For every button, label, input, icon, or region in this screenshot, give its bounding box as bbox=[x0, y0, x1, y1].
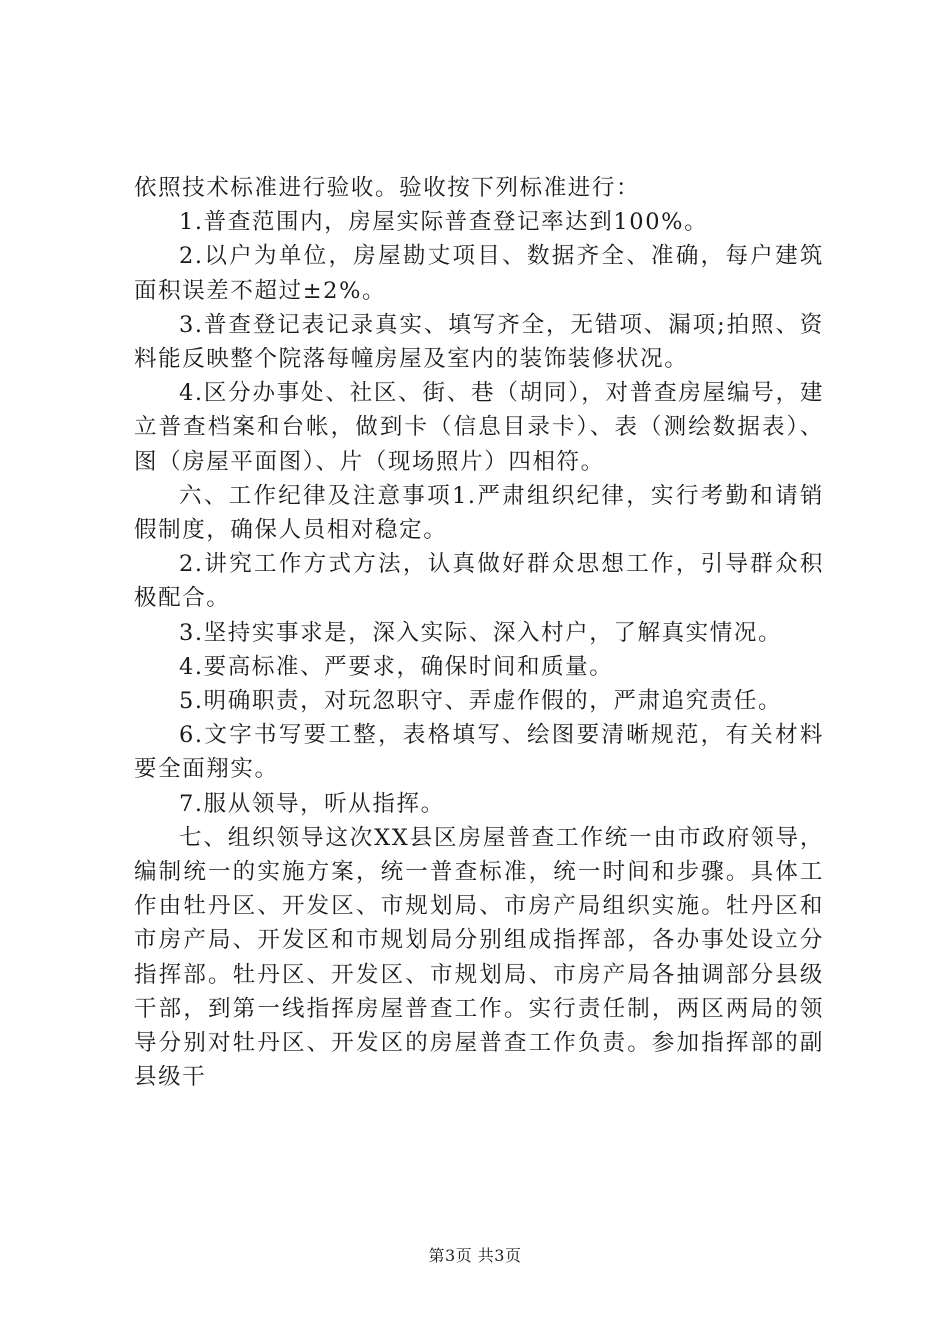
paragraph-discipline-3: 3.坚持实事求是，深入实际、深入村户，了解真实情况。 bbox=[179, 619, 783, 646]
paragraph-discipline-6: 6.文字书写要工整，表格填写、绘图要清晰规范，有关材料要全面翔实。 bbox=[134, 722, 824, 783]
document-body bbox=[134, 171, 824, 1094]
paragraph-standard-2: 2.以户为单位，房屋勘丈项目、数据齐全、准确，每户建筑面积误差不超过±2%。 bbox=[134, 243, 824, 304]
paragraph-discipline-5: 5.明确职责，对玩忽职守、弄虚作假的，严肃追究责任。 bbox=[179, 688, 783, 715]
paragraph-discipline-2: 2.讲究工作方式方法，认真做好群众思想工作，引导群众积极配合。 bbox=[134, 551, 824, 612]
paragraph-section-seven: 七、组织领导这次XX县区房屋普查工作统一由市政府领导，编制统一的实施方案，统一普查标准，统一时间和步骤。具体工作由牡丹区、开发区、市规划局、市房产局组织实施。牡丹区和市房产局、开发区和市规划局分别组成指挥部，各办事处设立分指挥部。牡丹区、开发区、市规划局、市房产局各抽调部分县级干部，到第一线指挥房屋普查工作。实行责任制，两区两局的领导分别对牡丹区、开发区的房屋普查工作负责。参加指挥部的副县级干 bbox=[134, 824, 824, 1091]
page-number-footer: 第3页 共3页 bbox=[428, 1246, 522, 1265]
paragraph-standard-1: 1.普查范围内，房屋实际普查登记率达到100%。 bbox=[179, 209, 709, 236]
paragraph-section-six: 六、工作纪律及注意事项1.严肃组织纪律，实行考勤和请销假制度，确保人员相对稳定。 bbox=[134, 482, 824, 544]
paragraph-continuation: 依照技术标准进行验收。验收按下列标准进行： bbox=[134, 175, 641, 201]
paragraph-standard-3: 3.普查登记表记录真实、填写齐全，无错项、漏项;拍照、资料能反映整个院落每幢房屋及室内的装饰装修状况。 bbox=[134, 311, 824, 373]
paragraph-standard-4: 4.区分办事处、社区、街、巷（胡同），对普查房屋编号，建立普查档案和台帐，做到卡（信息目录卡）、表（测绘数据表）、图（房屋平面图）、片（现场照片）四相符。 bbox=[134, 380, 824, 475]
paragraph-discipline-4: 4.要高标准、严要求，确保时间和质量。 bbox=[179, 653, 614, 680]
paragraph-discipline-7: 7.服从领导，听从指挥。 bbox=[179, 790, 445, 817]
